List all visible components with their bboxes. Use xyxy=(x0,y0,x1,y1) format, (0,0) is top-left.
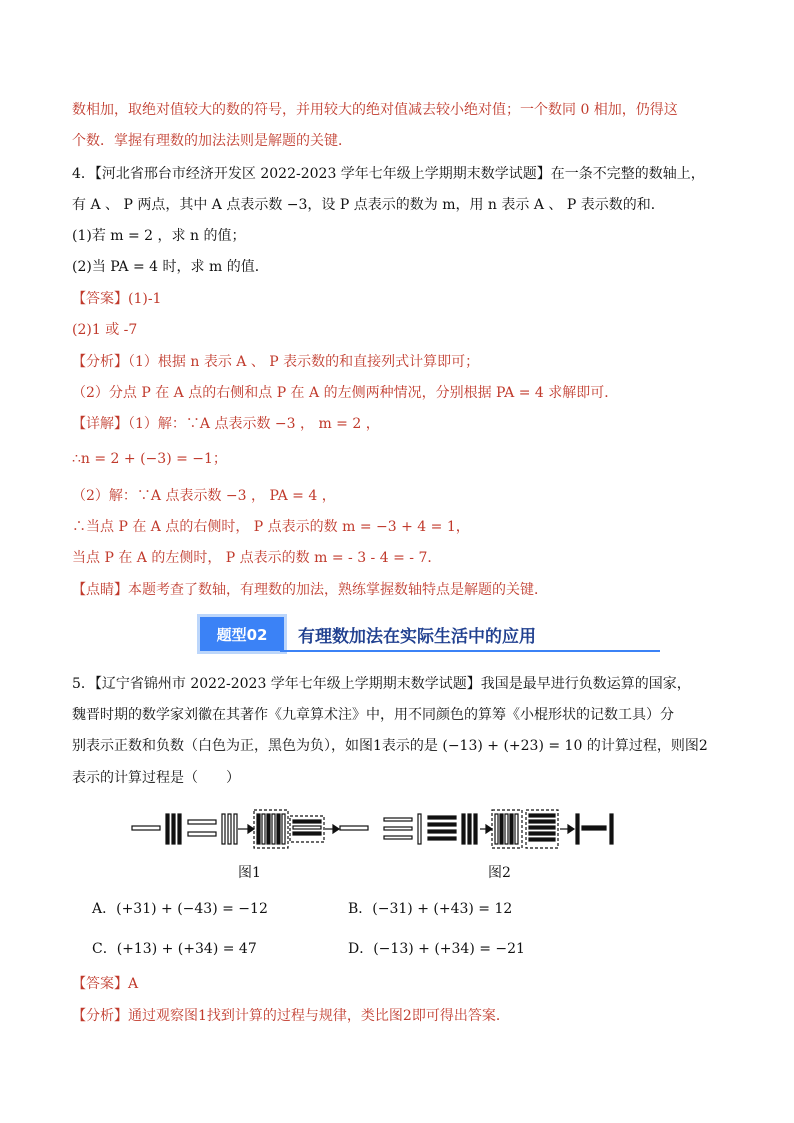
analysis-tag: 【分析】 xyxy=(72,1008,128,1024)
answer-tag: 【答案】 xyxy=(72,976,128,992)
q5-stem-line-1: 5．【辽宁省锦州市 2022-2023 学年七年级上学期期末数学试题】我国是最早进行负数运算的国家， xyxy=(72,676,691,692)
q5-answer xyxy=(72,974,138,994)
figure-2-counting-rods xyxy=(382,808,618,852)
q4-detail-4: ∴当点 P 在 A 点的右侧时， P 点表示的数 m = −3 + 4 = 1， xyxy=(72,519,470,535)
analysis-tag: 【分析】 xyxy=(72,354,128,370)
comment-tag: 【点睛】 xyxy=(72,582,128,598)
q5-stem-line-4: 表示的计算过程是（ ） xyxy=(72,770,240,786)
q4-analysis-1 xyxy=(72,352,479,372)
answer-text-1: (1)-1 xyxy=(128,291,162,307)
q4-detail-3: （2）解：∵A 点表示数 −3 ， PA = 4 ， xyxy=(72,488,336,504)
intro-line-2: 个数．掌握有理数的加法法则是解题的关键． xyxy=(72,133,352,149)
q4-detail-1 xyxy=(72,414,380,434)
option-c[interactable]: C．(+13) + (+34) = 47 xyxy=(92,941,257,957)
q4-detail-5: 当点 P 在 A 的左侧时， P 点表示的数 m = - 3 - 4 = - 7． xyxy=(72,550,442,566)
section-banner xyxy=(200,614,536,654)
option-a[interactable]: A．(+31) + (−43) = −12 xyxy=(92,901,268,917)
detail-tag: 【详解】 xyxy=(72,416,128,432)
q4-detail-2: ∴n = 2 + (−3) = −1； xyxy=(72,451,227,467)
q4-answer xyxy=(72,289,161,309)
analysis-text: 通过观察图1找到计算的过程与规律，类比图2即可得出答案． xyxy=(128,1008,510,1024)
q4-sub-question-1: (1)若 m = 2 ，求 n 的值； xyxy=(72,228,246,244)
q5-analysis xyxy=(72,1006,510,1026)
analysis-text-1: （1）根据 n 表示 A 、 P 表示数的和直接列式计算即可； xyxy=(128,354,480,370)
q4-comment xyxy=(72,580,548,600)
figure-2-caption: 图2 xyxy=(488,865,511,881)
figure-1-counting-rods xyxy=(130,808,370,852)
q5-stem-line-3: 别表示正数和负数（白色为正，黑色为负），如图1表示的是 (−13) + (+23) = 10 的计算过程，则图2 xyxy=(72,738,708,754)
option-d[interactable]: D．(−13) + (+34) = −21 xyxy=(348,941,525,957)
q4-analysis-2: （2）分点 P 在 A 点的右侧和点 P 在 A 的左侧两种情况，分别根据 PA = 4 求解即可． xyxy=(72,385,619,401)
option-b[interactable]: B．(−31) + (+43) = 12 xyxy=(348,901,513,917)
figure-1-caption: 图1 xyxy=(238,865,261,881)
banner-underline xyxy=(280,650,660,652)
detail-text-1: （1）解：∵A 点表示数 −3 ， m = 2 ， xyxy=(128,416,380,432)
answer-text: A xyxy=(128,976,139,992)
section-badge: 题型02 xyxy=(200,617,284,651)
q4-stem-line-1: 4．【河北省邢台市经济开发区 2022-2023 学年七年级上学期期末数学试题】在一条不完整的数轴上， xyxy=(72,166,705,182)
comment-text: 本题考查了数轴，有理数的加法，熟练掌握数轴特点是解题的关键． xyxy=(128,582,548,598)
q5-stem-line-2: 魏晋时期的数学家刘徽在其著作《九章算术注》中，用不同颜色的算筹《小棍形状的记数工具）分 xyxy=(72,707,674,723)
section-title: 有理数加法在实际生活中的应用 xyxy=(298,626,536,647)
q4-sub-question-2: (2)当 PA = 4 时，求 m 的值． xyxy=(72,259,269,275)
answer-tag: 【答案】 xyxy=(72,291,128,307)
intro-line-1: 数相加，取绝对值较大的数的符号，并用较大的绝对值减去较小绝对值；一个数同 0 相加，仍得这 xyxy=(72,102,678,118)
q4-stem-line-2: 有 A 、 P 两点，其中 A 点表示数 −3，设 P 点表示的数为 m，用 n 表示 A 、 P 表示数的和． xyxy=(72,197,665,213)
q4-answer-2: (2)1 或 -7 xyxy=(72,322,138,338)
